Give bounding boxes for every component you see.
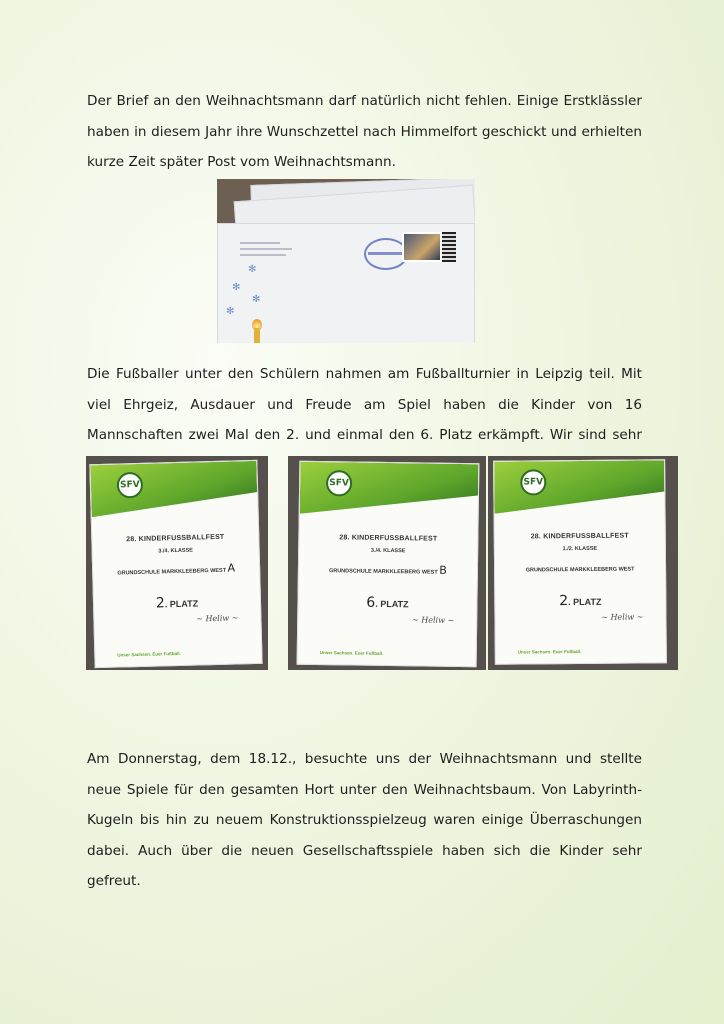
certificate-place [495, 592, 665, 609]
place-number: 6 [366, 594, 376, 611]
signature: ~ Heliw ~ [196, 613, 239, 624]
snowflake-icon: ✻ [248, 264, 257, 275]
paragraph-wunschzettel: Der Brief an den Weihnachtsmann darf natürlich nicht fehlen. Einige Erstklässler haben in diesem Jahr ihre Wunschzettel nach Himmelfort geschickt und erhielten kurze Zeit später Post vom Weihnachtsmann. [87, 93, 642, 170]
paragraph-weihnachtsmann: Am Donnerstag, dem 18.12., besuchte uns der Weihnachtsmann und stellte neue Spiele für den gesamten Hort unter den Weihnachtsbaum. Von Labyrinth-Kugeln bis hin zu neuem Konstruktionsspielzeug waren einige Überraschungen dabei. Auch über die neuen Gesellschaftsspiele haben sich die Kinder sehr gefreut. [87, 751, 642, 889]
certificate-footer: Unser Sachsen. Euer Fußball. [517, 648, 582, 655]
signature: ~ Heliw ~ [411, 615, 455, 625]
qr-code-icon [442, 232, 456, 262]
certificate-class: 1./2. KLASSE [562, 545, 598, 553]
certificate-photo-1 [86, 456, 268, 670]
certificate-green-band [494, 460, 664, 513]
place-label: . PLATZ [164, 598, 199, 610]
envelopes-photo [217, 179, 475, 343]
place-number: 2 [559, 593, 569, 610]
school-name: GRUNDSCHULE MARKKLEEBERG WEST [117, 567, 227, 577]
certificate [89, 460, 262, 668]
certificate-class: 3./4. KLASSE [158, 547, 193, 555]
school-name: GRUNDSCHULE MARKKLEEBERG WEST [328, 568, 438, 576]
snowflake-icon: ✻ [232, 282, 241, 293]
certificate-photo-2 [288, 456, 486, 670]
certificate-title: 28. KINDERFUSSBALLFEST [126, 533, 225, 544]
snowflake-icon: ✻ [252, 294, 261, 305]
certificate-place [94, 593, 260, 613]
address-line [240, 254, 286, 256]
certificate-school [93, 561, 259, 578]
school-name: GRUNDSCHULE MARKKLEEBERG WEST [525, 566, 635, 574]
paragraph-fussball: Die Fußballer unter den Schülern nahmen am Fußballturnier in Leipzig teil. Mit viel Ehrgeiz, Ausdauer und Freude am Spiel haben die Kinder von 16 Mannschaften zwei Mal den 2. und einmal den 6. Platz erkämpft. Wir sind sehr [87, 366, 642, 443]
sfv-logo-icon: SFV [326, 470, 352, 496]
certificate-school [495, 563, 665, 574]
candle-icon [254, 328, 260, 343]
postmark-line [368, 252, 404, 255]
place-number: 2 [155, 595, 166, 612]
certificate-footer: Unser Sachsen. Euer Fußball. [117, 650, 181, 658]
place-label: . PLATZ [568, 596, 602, 608]
certificate-green-band [90, 461, 257, 517]
certificate-school [299, 565, 477, 577]
sfv-logo-icon: SFV [117, 472, 144, 499]
certificate-title: 28. KINDERFUSSBALLFEST [339, 534, 438, 543]
certificate-footer: Unser Sachsen. Euer Fußball. [319, 650, 384, 656]
certificate-title: 28. KINDERFUSSBALLFEST [530, 532, 629, 541]
address-line [240, 242, 280, 244]
team-letter: A [227, 561, 236, 575]
stamp-icon [402, 232, 442, 262]
envelope-front [217, 223, 475, 343]
address-line [240, 248, 292, 250]
certificate [297, 461, 480, 667]
certificate [493, 459, 667, 664]
team-letter: B [439, 563, 447, 577]
signature: ~ Heliw ~ [601, 612, 644, 622]
certificate-photo-3 [488, 456, 678, 670]
certificate-place [298, 594, 476, 612]
certificate-class: 3./4. KLASSE [370, 547, 406, 555]
sfv-logo-icon: SFV [520, 469, 546, 495]
snowflake-icon: ✻ [226, 306, 235, 317]
place-label: . PLATZ [375, 598, 409, 610]
